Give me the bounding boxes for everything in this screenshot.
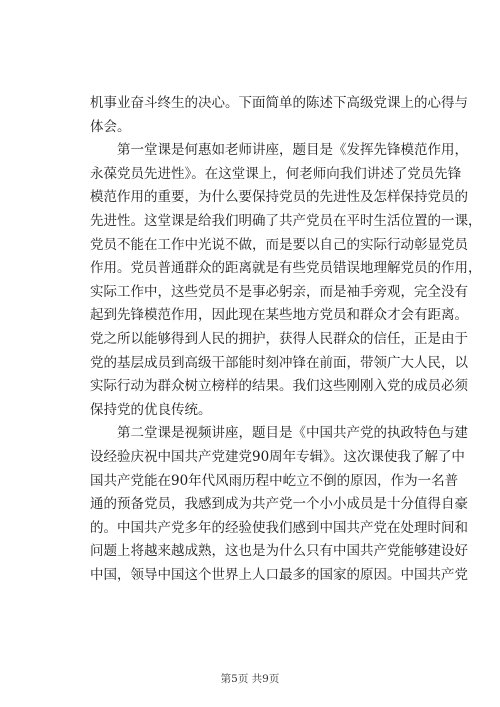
- page-footer: 第5页 共9页: [220, 673, 280, 685]
- paragraph-1-line: 体会。: [90, 118, 131, 135]
- paragraph-2-line: 实际行动为群众树立榜样的结果。我们这些刚刚入党的成员必须: [90, 378, 468, 395]
- paragraph-2-line: 起到先锋模范作用，因此现在某些地方党员和群众才会有距离。: [90, 307, 468, 324]
- paragraph-1-line: 机事业奋斗终生的决心。下面简单的陈述下高级党课上的心得与: [90, 95, 468, 111]
- paragraph-3-line: 国共产党能在90年代风雨历程中屹立不倒的原因，作为一名普: [90, 472, 459, 489]
- paragraph-2-line: 实际工作中，这些党员不是事必躬亲，而是袖手旁观，完全没有: [90, 283, 468, 300]
- paragraph-2-line: 先进性。这堂课是给我们明确了共产党员在平时生活位置的一课，: [90, 212, 482, 229]
- paragraph-3-line: 通的预备党员，我感到成为共产党一个小小成员是十分值得自豪: [90, 496, 468, 513]
- paragraph-2-line: 永葆党员先进性》。在这堂课上，何老师向我们讲述了党员先锋: [90, 165, 462, 182]
- paragraph-3-line: 第二堂课是视频讲座，题目是《中国共产党的执政特色与建: [117, 425, 468, 442]
- paragraph-2-line: 党之所以能够得到人民的拥护，获得人民群众的信任，正是由于: [90, 330, 468, 347]
- paragraph-3-line: 设经验庆祝中国共产党建党90周年专辑》。这次课使我了解了中: [90, 448, 465, 465]
- paragraph-2-line: 保持党的优良传统。: [90, 401, 212, 418]
- paragraph-2-line: 第一堂课是何惠如老师讲座，题目是《发挥先锋模范作用，: [117, 142, 468, 159]
- paragraph-2-line: 作用。党员普通群众的距离就是有些党员错误地理解党员的作用，: [90, 260, 482, 277]
- paragraph-2-line: 模范作用的重要，为什么要保持党员的先进性及怎样保持党员的: [90, 189, 468, 206]
- paragraph-2-line: 党员不能在工作中光说不做，而是要以自己的实际行动彰显党员: [90, 236, 468, 253]
- paragraph-3-line: 问题上将越来越成熟，这也是为什么只有中国共产党能够建设好: [90, 543, 468, 560]
- paragraph-3-line: 的。中国共产党多年的经验使我们感到中国共产党在处理时间和: [90, 519, 468, 536]
- document-body: [90, 92, 482, 587]
- paragraph-3-line: 中国，领导中国这个世界上人口最多的国家的原因。中国共产党: [90, 566, 468, 583]
- paragraph-2-line: 党的基层成员到高级干部能时刻冲锋在前面，带领广大人民，以: [90, 354, 468, 371]
